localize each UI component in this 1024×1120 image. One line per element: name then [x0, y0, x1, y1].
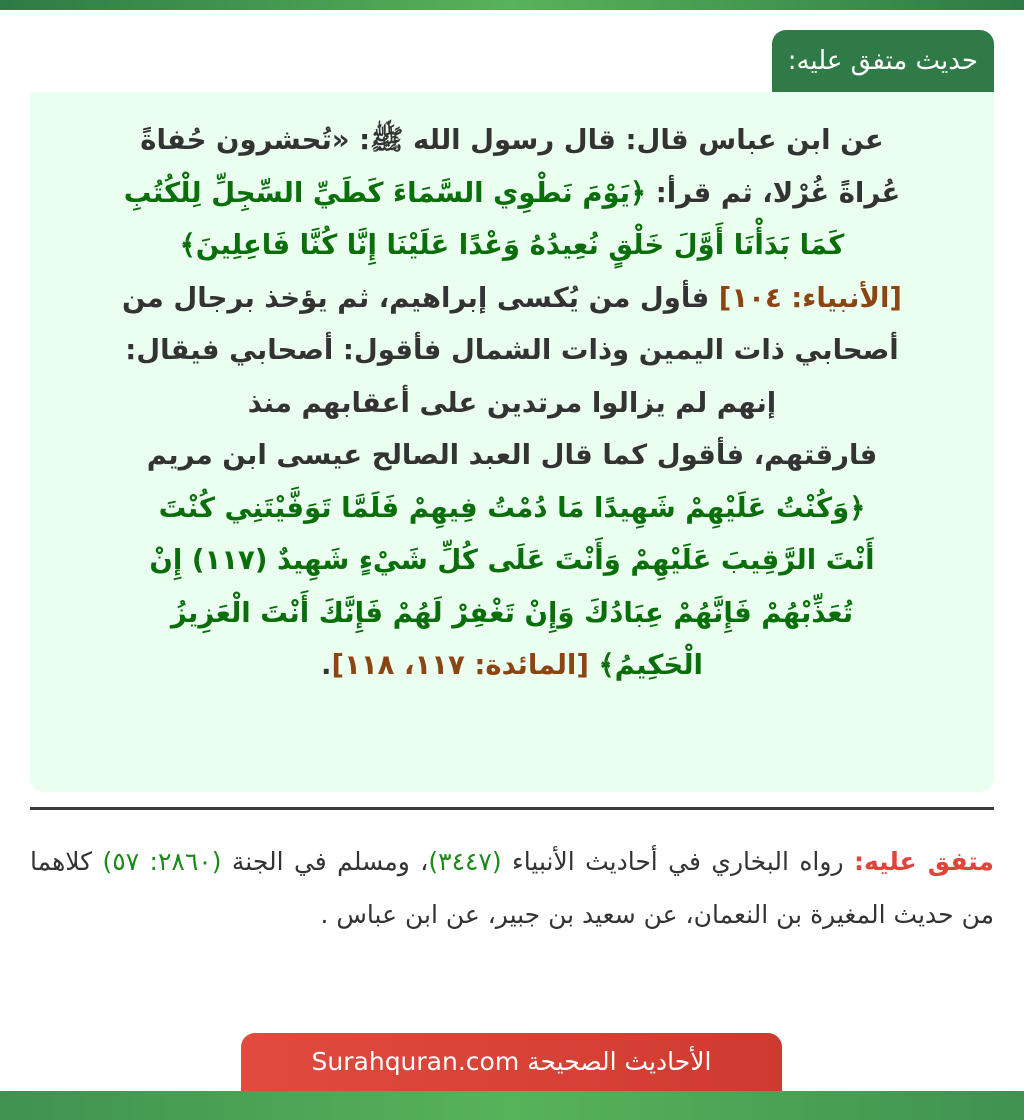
- section-divider: [30, 807, 994, 810]
- takhrij-text: ، ومسلم في الجنة: [221, 847, 429, 876]
- bukhari-reference: (٣٤٤٧): [428, 847, 502, 876]
- verse-reference: [المائدة: ١١٧، ١١٨]: [331, 649, 589, 681]
- hadith-line-11: [50, 639, 974, 692]
- hadith-line-4: [50, 272, 974, 325]
- hadith-text: فأول من يُكسى إبراهيم، ثم يؤخذ برجال من: [122, 281, 719, 314]
- hadith-text: عن ابن عباس قال: قال رسول الله ﷺ: «تُحشرون حُفاةً: [140, 124, 884, 156]
- takhrij-label: متفق عليه:: [853, 847, 994, 876]
- hadith-text: عُراةً غُرْلا، ثم قرأ:: [646, 176, 901, 209]
- quran-verse: ﴿وَكُنْتُ عَلَيْهِمْ شَهِيدًا مَا دُمْتُ فِيهِمْ فَلَمَّا تَوَفَّيْتَنِي كُنْتَ: [158, 491, 866, 524]
- hadith-text: فارقتهم، فأقول كما قال العبد الصالح عيسى ابن مريم: [146, 439, 878, 471]
- hadith-line-8: [50, 482, 974, 535]
- takhrij-text: رواه البخاري في أحاديث الأنبياء: [501, 847, 854, 876]
- takhrij-paragraph: [30, 836, 994, 941]
- hadith-text-box: [30, 92, 994, 792]
- hadith-text: أصحابي ذات اليمين وذات الشمال فأقول: أصحابي فيقال:: [125, 334, 899, 366]
- hadith-line-10: [50, 587, 974, 640]
- site-footer-badge: [241, 1033, 782, 1091]
- hadith-line-5: [50, 324, 974, 377]
- hadith-line-7: [50, 429, 974, 482]
- hadith-line-1: [50, 114, 974, 167]
- hadith-line-9: [50, 534, 974, 587]
- quran-verse: تُعَذِّبْهُمْ فَإِنَّهُمْ عِبَادُكَ وَإِنْ تَغْفِرْ لَهُمْ فَإِنَّكَ أَنْتَ الْعَزِيزُ: [170, 596, 854, 629]
- quran-verse: كَمَا بَدَأْنَا أَوَّلَ خَلْقٍ نُعِيدُهُ وَعْدًا عَلَيْنَا إِنَّا كُنَّا فَاعِلِينَ﴾: [179, 229, 845, 261]
- footer-label: الأحاديث الصحيحة Surahquran.com: [311, 1047, 712, 1076]
- heading-label: حديث متفق عليه:: [787, 46, 978, 76]
- hadith-line-3: [50, 219, 974, 272]
- hadith-line-6: [50, 377, 974, 430]
- verse-reference: [الأنبياء: ١٠٤]: [718, 281, 902, 314]
- quran-verse: أَنْتَ الرَّقِيبَ عَلَيْهِمْ وَأَنْتَ عَلَى كُلِّ شَيْءٍ شَهِيدٌ (١١٧) إِنْ: [149, 544, 875, 576]
- hadith-heading: [772, 30, 994, 92]
- quran-verse: ﴿يَوْمَ نَطْوِي السَّمَاءَ كَطَيِّ السِّجِلِّ لِلْكُتُبِ: [123, 176, 647, 209]
- hadith-end-punctuation: .: [321, 649, 332, 681]
- muslim-reference: (٢٨٦٠: ٥٧): [102, 847, 222, 876]
- bottom-decorative-bar: [0, 1091, 1024, 1120]
- hadith-text: إنهم لم يزالوا مرتدين على أعقابهم منذ: [247, 386, 777, 419]
- hadith-line-2: [50, 167, 974, 220]
- takhrij-text: كلاهما من حديث المغيرة بن النعمان، عن سعيد بن جبير، عن ابن عباس .: [30, 847, 994, 929]
- top-decorative-bar: [0, 0, 1024, 10]
- quran-verse: الْحَكِيمُ﴾: [598, 649, 703, 681]
